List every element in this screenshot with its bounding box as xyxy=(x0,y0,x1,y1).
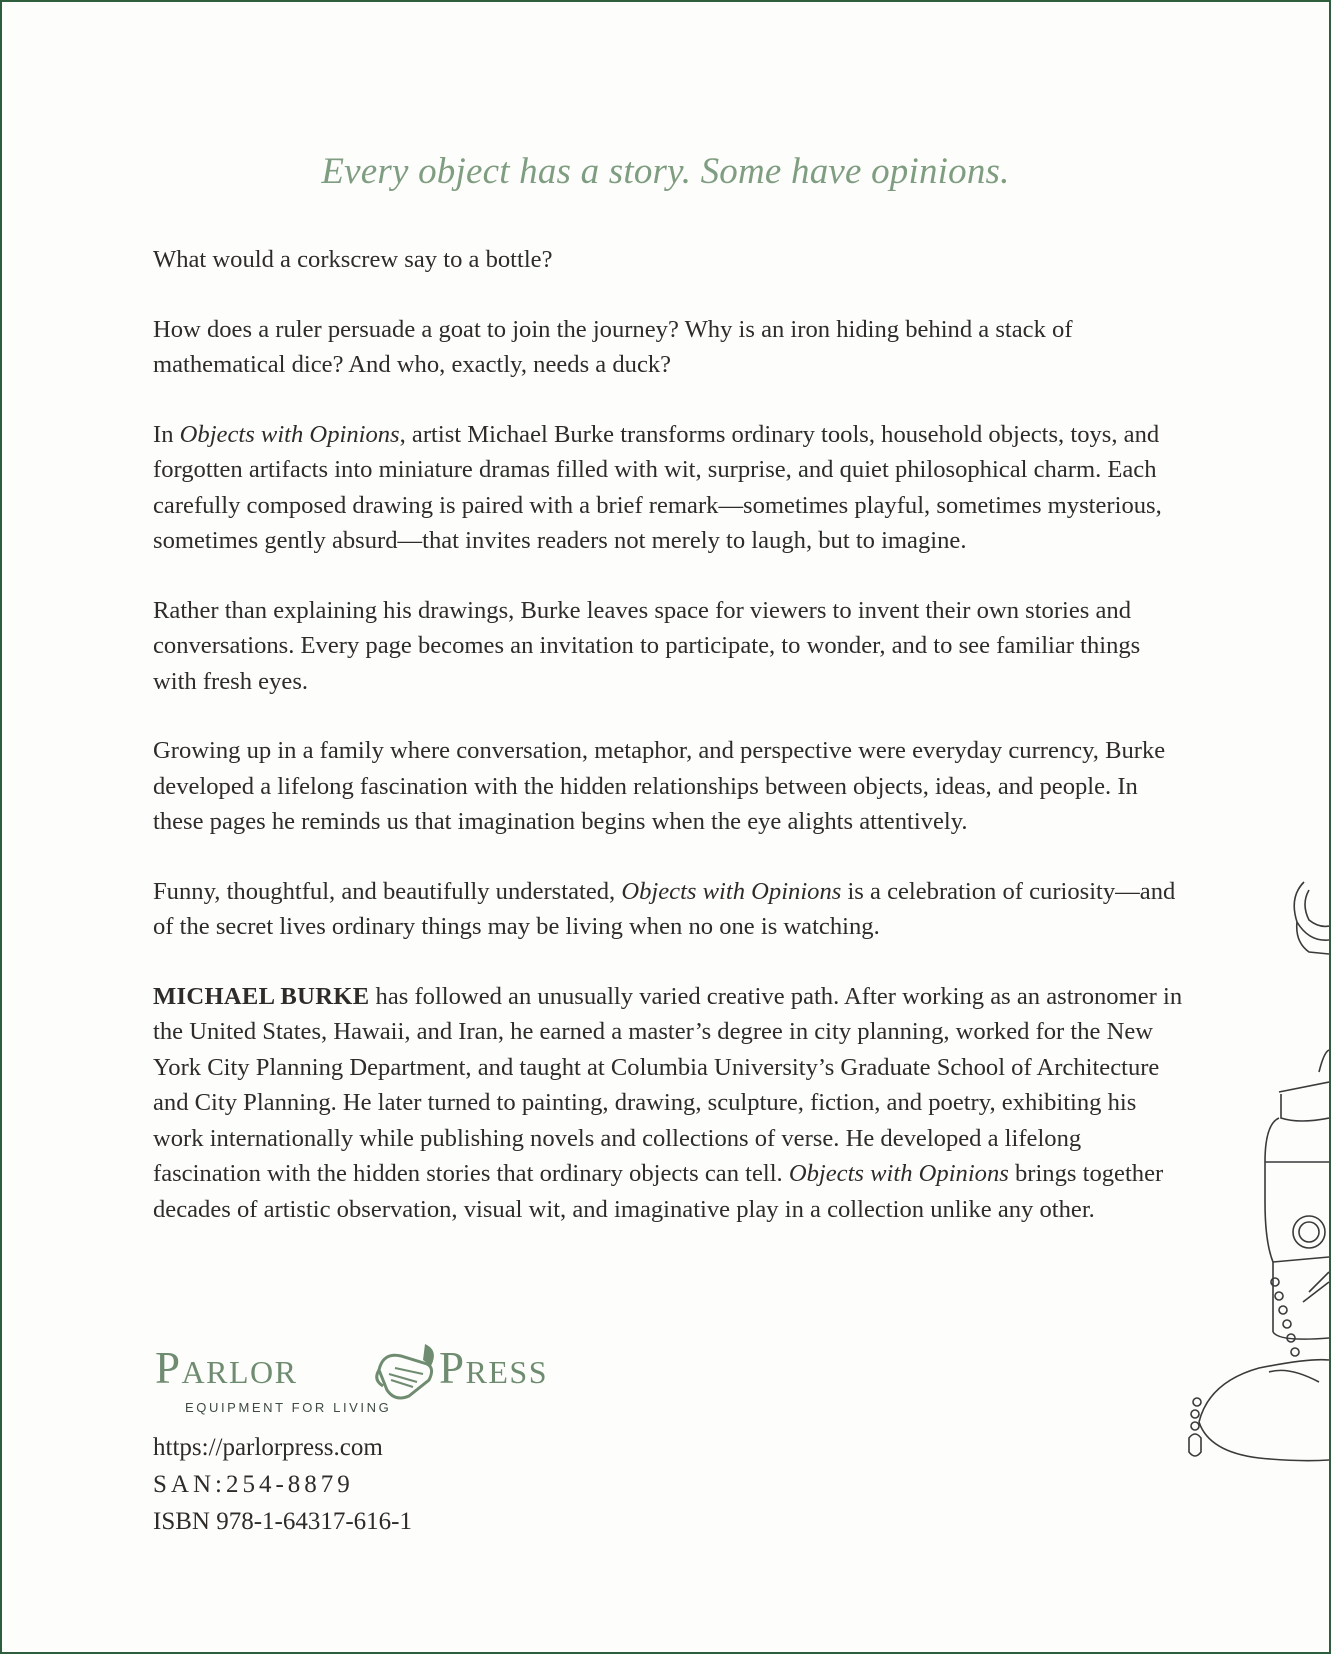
isbn: ISBN 978-1-64317-616-1 xyxy=(153,1508,413,1535)
p3-body: , artist Michael Burke transforms ordinary tools, household objects, toys, and forgotten artifacts into miniature dramas filled with wit, surprise, and quiet philosophical charm. Each carefully composed drawing is paired with a brief remark—sometimes playful, sometimes mysterious, sometimes gently absurd—that invites readers not merely to laugh, but to imagine. xyxy=(153,420,1162,554)
publisher-name-left: Parlor xyxy=(155,1343,298,1393)
publisher-url[interactable]: https://parlorpress.com xyxy=(153,1434,383,1461)
blurb-paragraph-4: Rather than explaining his drawings, Burke leaves space for viewers to invent their own stories and conversations. Every page becomes an invitation to participate, to wonder, and to see familiar things with fresh eyes. xyxy=(153,596,1141,695)
scroll-quill-icon xyxy=(365,1330,445,1410)
book-title: Objects with Opinions xyxy=(621,877,842,905)
object-sketch-illustration xyxy=(1169,862,1329,1622)
blurb-paragraph-6 xyxy=(153,874,1183,945)
blurb xyxy=(153,242,1183,1261)
book-title: Objects with Opinions xyxy=(179,420,400,448)
p3-intro: In xyxy=(153,420,180,448)
blurb-paragraph-1: What would a corkscrew say to a bottle? xyxy=(153,246,553,273)
publisher-logo xyxy=(155,1342,595,1422)
author-name: MICHAEL BURKE xyxy=(153,982,370,1010)
publisher-name-right: Press xyxy=(439,1343,549,1393)
book-title: Objects with Opinions xyxy=(788,1160,1009,1187)
p6-body: is a celebration of curiosity—and of the secret lives ordinary things may be living when no one is watching. xyxy=(153,877,1176,940)
p6-intro: Funny, thoughtful, and beautifully understated, xyxy=(153,877,622,905)
san-number: SAN:254-8879 xyxy=(153,1471,354,1498)
publisher-tagline: EQUIPMENT FOR LIVING xyxy=(185,1400,392,1415)
bio-text-end: brings together decades of artistic observation, visual wit, and imaginative play in a collection unlike any other. xyxy=(153,1160,1164,1223)
blurb-paragraph-3 xyxy=(153,417,1183,559)
bio-text: has followed an unusually varied creative path. After working as an astronomer in the United States, Hawaii, and Iran, he earned a master’s degree in city planning, worked for the New York City Planning Department, and taught at Columbia University’s Graduate School of Architecture and City Planning. He later turned to painting, drawing, sculpture, fiction, and poetry, exhibiting his work internationally while publishing novels and collections of verse. He developed a lifelong fascination with the hidden stories that ordinary objects can tell. xyxy=(153,982,1183,1187)
author-bio xyxy=(153,979,1183,1228)
blurb-paragraph-5: Growing up in a family where conversation, metaphor, and perspective were everyday currency, Burke developed a lifelong fascination with the hidden relationships between objects, ideas, and people. In these pages he reminds us that imagination begins when the eye alights attentively. xyxy=(153,737,1166,835)
publisher-info xyxy=(153,1429,412,1540)
blurb-paragraph-2: How does a ruler persuade a goat to join the journey? Why is an iron hiding behind a stack of mathematical dice? And who, exactly, needs a duck? xyxy=(153,315,1073,378)
cover-tagline: Every object has a story. Some have opinions. xyxy=(321,151,1010,192)
